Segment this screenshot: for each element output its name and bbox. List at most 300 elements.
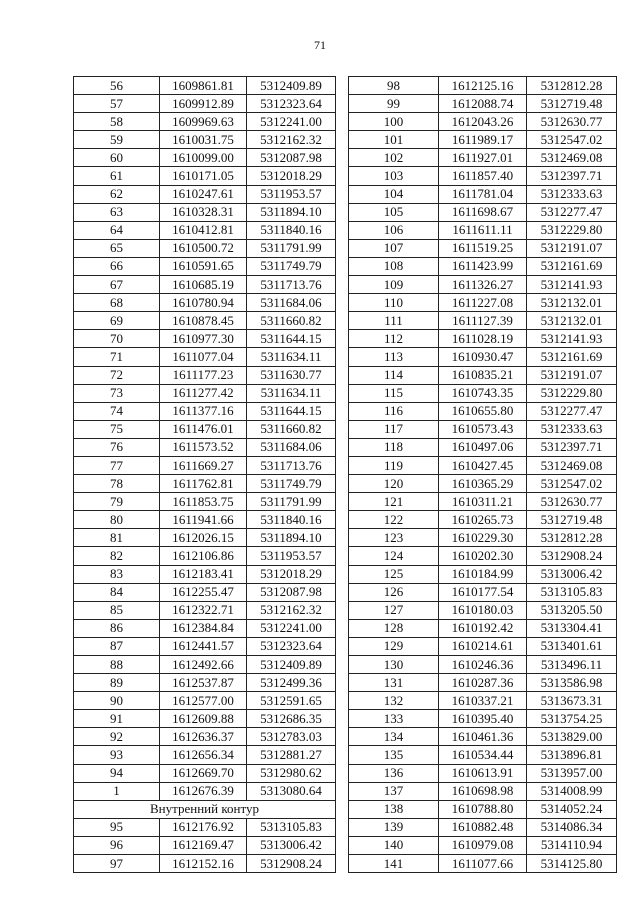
page-number: 71 [314,38,326,52]
x-coordinate-cell: 1612152.16 [160,855,247,873]
y-coordinate-cell: 5312547.02 [527,131,617,149]
point-number-cell: 100 [349,113,439,131]
point-number-cell: 130 [349,656,439,674]
y-coordinate-cell: 5314086.34 [527,818,617,836]
x-coordinate-cell: 1611227.08 [439,294,527,312]
table-row [349,113,617,131]
y-coordinate-cell: 5312162.32 [247,601,336,619]
table-row [74,529,336,547]
x-coordinate-cell: 1610591.65 [160,257,247,275]
table-row [349,77,617,95]
table-row [74,818,336,836]
y-coordinate-cell: 5311644.15 [247,402,336,420]
table-row [349,782,617,800]
x-coordinate-cell: 1610534.44 [439,746,527,764]
point-number-cell: 134 [349,728,439,746]
table-row [349,402,617,420]
x-coordinate-cell: 1611077.66 [439,855,527,873]
table-row [74,764,336,782]
y-coordinate-cell: 5312132.01 [527,294,617,312]
y-coordinate-cell: 5312241.00 [247,619,336,637]
point-number-cell: 92 [74,728,160,746]
point-number-cell: 64 [74,221,160,239]
x-coordinate-cell: 1611698.67 [439,203,527,221]
y-coordinate-cell: 5313105.83 [527,583,617,601]
x-coordinate-cell: 1610698.98 [439,782,527,800]
table-row [74,475,336,493]
point-number-cell: 105 [349,203,439,221]
point-number-cell: 88 [74,656,160,674]
table-row [349,656,617,674]
x-coordinate-cell: 1612636.37 [160,728,247,746]
y-coordinate-cell: 5311660.82 [247,420,336,438]
x-coordinate-cell: 1612441.57 [160,637,247,655]
x-coordinate-cell: 1612492.66 [160,656,247,674]
table-row [349,257,617,275]
y-coordinate-cell: 5312141.93 [527,276,617,294]
point-number-cell: 83 [74,565,160,583]
point-number-cell: 124 [349,547,439,565]
x-coordinate-cell: 1610500.72 [160,239,247,257]
y-coordinate-cell: 5312812.28 [527,529,617,547]
x-coordinate-cell: 1610780.94 [160,294,247,312]
point-number-cell: 57 [74,95,160,113]
x-coordinate-cell: 1611028.19 [439,330,527,348]
point-number-cell: 68 [74,294,160,312]
table-row [349,384,617,402]
y-coordinate-cell: 5312630.77 [527,493,617,511]
table-row [74,855,336,873]
point-number-cell: 66 [74,257,160,275]
table-row [349,583,617,601]
y-coordinate-cell: 5313673.31 [527,692,617,710]
table-row [349,149,617,167]
x-coordinate-cell: 1611853.75 [160,493,247,511]
y-coordinate-cell: 5313496.11 [527,656,617,674]
x-coordinate-cell: 1612656.34 [160,746,247,764]
table-row [349,131,617,149]
table-row [349,366,617,384]
table-row [74,782,336,800]
point-number-cell: 98 [349,77,439,95]
point-number-cell: 117 [349,420,439,438]
x-coordinate-cell: 1612183.41 [160,565,247,583]
x-coordinate-cell: 1610979.08 [439,836,527,854]
y-coordinate-cell: 5312277.47 [527,203,617,221]
section-label: Внутренний контур [74,800,336,818]
coordinates-table-right [348,76,617,873]
y-coordinate-cell: 5312087.98 [247,583,336,601]
y-coordinate-cell: 5312141.93 [527,330,617,348]
table-row [349,746,617,764]
point-number-cell: 80 [74,511,160,529]
y-coordinate-cell: 5312323.64 [247,95,336,113]
table-row [349,529,617,547]
y-coordinate-cell: 5311791.99 [247,493,336,511]
y-coordinate-cell: 5313401.61 [527,637,617,655]
y-coordinate-cell: 5312162.32 [247,131,336,149]
table-row [349,674,617,692]
table-row [74,312,336,330]
point-number-cell: 74 [74,402,160,420]
point-number-cell: 59 [74,131,160,149]
y-coordinate-cell: 5312547.02 [527,475,617,493]
y-coordinate-cell: 5312908.24 [527,547,617,565]
x-coordinate-cell: 1612577.00 [160,692,247,710]
point-number-cell: 79 [74,493,160,511]
y-coordinate-cell: 5313896.81 [527,746,617,764]
x-coordinate-cell: 1612088.74 [439,95,527,113]
table-row [349,475,617,493]
y-coordinate-cell: 5311894.10 [247,529,336,547]
table-row [74,674,336,692]
y-coordinate-cell: 5313080.64 [247,782,336,800]
y-coordinate-cell: 5311630.77 [247,366,336,384]
table-row [349,710,617,728]
table-row [74,637,336,655]
point-number-cell: 87 [74,637,160,655]
y-coordinate-cell: 5312783.03 [247,728,336,746]
x-coordinate-cell: 1610031.75 [160,131,247,149]
y-coordinate-cell: 5312881.27 [247,746,336,764]
table-row [349,619,617,637]
table-row [74,511,336,529]
x-coordinate-cell: 1612125.16 [439,77,527,95]
y-coordinate-cell: 5312323.64 [247,637,336,655]
point-number-cell: 81 [74,529,160,547]
x-coordinate-cell: 1612322.71 [160,601,247,619]
table-row [349,185,617,203]
x-coordinate-cell: 1610835.21 [439,366,527,384]
table-row [74,185,336,203]
table-row [74,565,336,583]
table-row [74,167,336,185]
point-number-cell: 90 [74,692,160,710]
x-coordinate-cell: 1610099.00 [160,149,247,167]
table-row [74,95,336,113]
y-coordinate-cell: 5314052.24 [527,800,617,818]
x-coordinate-cell: 1610878.45 [160,312,247,330]
y-coordinate-cell: 5312630.77 [527,113,617,131]
point-number-cell: 75 [74,420,160,438]
x-coordinate-cell: 1610655.80 [439,402,527,420]
x-coordinate-cell: 1611326.27 [439,276,527,294]
x-coordinate-cell: 1610184.99 [439,565,527,583]
x-coordinate-cell: 1611927.01 [439,149,527,167]
y-coordinate-cell: 5313754.25 [527,710,617,728]
y-coordinate-cell: 5312191.07 [527,366,617,384]
point-number-cell: 126 [349,583,439,601]
y-coordinate-cell: 5311894.10 [247,203,336,221]
x-coordinate-cell: 1611573.52 [160,438,247,456]
table-row [74,547,336,565]
point-number-cell: 111 [349,312,439,330]
x-coordinate-cell: 1610427.45 [439,456,527,474]
point-number-cell: 109 [349,276,439,294]
y-coordinate-cell: 5312241.00 [247,113,336,131]
x-coordinate-cell: 1611669.27 [160,456,247,474]
x-coordinate-cell: 1612176.92 [160,818,247,836]
x-coordinate-cell: 1610177.54 [439,583,527,601]
y-coordinate-cell: 5311953.57 [247,185,336,203]
point-number-cell: 128 [349,619,439,637]
x-coordinate-cell: 1612537.87 [160,674,247,692]
x-coordinate-cell: 1610573.43 [439,420,527,438]
y-coordinate-cell: 5311749.79 [247,257,336,275]
x-coordinate-cell: 1610192.42 [439,619,527,637]
point-number-cell: 67 [74,276,160,294]
point-number-cell: 131 [349,674,439,692]
x-coordinate-cell: 1610247.61 [160,185,247,203]
y-coordinate-cell: 5312686.35 [247,710,336,728]
point-number-cell: 133 [349,710,439,728]
point-number-cell: 69 [74,312,160,330]
y-coordinate-cell: 5312229.80 [527,221,617,239]
point-number-cell: 141 [349,855,439,873]
y-coordinate-cell: 5312908.24 [247,855,336,873]
table-row [74,438,336,456]
table-row [74,456,336,474]
y-coordinate-cell: 5312397.71 [527,438,617,456]
point-number-cell: 125 [349,565,439,583]
table-row [349,294,617,312]
section-header-row [74,800,336,818]
y-coordinate-cell: 5312229.80 [527,384,617,402]
y-coordinate-cell: 5311840.16 [247,511,336,529]
x-coordinate-cell: 1612169.47 [160,836,247,854]
y-coordinate-cell: 5313006.42 [527,565,617,583]
point-number-cell: 112 [349,330,439,348]
x-coordinate-cell: 1610246.36 [439,656,527,674]
y-coordinate-cell: 5313586.98 [527,674,617,692]
point-number-cell: 103 [349,167,439,185]
y-coordinate-cell: 5312191.07 [527,239,617,257]
x-coordinate-cell: 1609912.89 [160,95,247,113]
y-coordinate-cell: 5311713.76 [247,456,336,474]
point-number-cell: 139 [349,818,439,836]
x-coordinate-cell: 1610788.80 [439,800,527,818]
x-coordinate-cell: 1612384.84 [160,619,247,637]
x-coordinate-cell: 1610229.30 [439,529,527,547]
table-row [74,692,336,710]
x-coordinate-cell: 1609969.63 [160,113,247,131]
point-number-cell: 129 [349,637,439,655]
y-coordinate-cell: 5311791.99 [247,239,336,257]
y-coordinate-cell: 5312719.48 [527,95,617,113]
point-number-cell: 71 [74,348,160,366]
point-number-cell: 82 [74,547,160,565]
x-coordinate-cell: 1612106.86 [160,547,247,565]
x-coordinate-cell: 1610743.35 [439,384,527,402]
table-row [74,402,336,420]
table-row [349,203,617,221]
x-coordinate-cell: 1611781.04 [439,185,527,203]
table-row [74,203,336,221]
table-row [74,348,336,366]
table-row [74,384,336,402]
y-coordinate-cell: 5311684.06 [247,294,336,312]
y-coordinate-cell: 5311840.16 [247,221,336,239]
x-coordinate-cell: 1611077.04 [160,348,247,366]
y-coordinate-cell: 5313105.83 [247,818,336,836]
point-number-cell: 85 [74,601,160,619]
table-row [74,836,336,854]
y-coordinate-cell: 5314110.94 [527,836,617,854]
point-number-cell: 77 [74,456,160,474]
y-coordinate-cell: 5311713.76 [247,276,336,294]
coordinates-table-left [73,76,336,873]
table-row [349,565,617,583]
x-coordinate-cell: 1610461.36 [439,728,527,746]
table-row [74,583,336,601]
point-number-cell: 115 [349,384,439,402]
x-coordinate-cell: 1610287.36 [439,674,527,692]
x-coordinate-cell: 1609861.81 [160,77,247,95]
y-coordinate-cell: 5313205.50 [527,601,617,619]
table-row [74,619,336,637]
table-row [74,420,336,438]
x-coordinate-cell: 1610977.30 [160,330,247,348]
table-row [349,547,617,565]
table-row [74,601,336,619]
x-coordinate-cell: 1611476.01 [160,420,247,438]
table-row [349,511,617,529]
x-coordinate-cell: 1611941.66 [160,511,247,529]
y-coordinate-cell: 5311749.79 [247,475,336,493]
x-coordinate-cell: 1611762.81 [160,475,247,493]
y-coordinate-cell: 5312591.65 [247,692,336,710]
table-row [74,276,336,294]
table-row [74,728,336,746]
point-number-cell: 123 [349,529,439,547]
point-number-cell: 72 [74,366,160,384]
table-row [74,77,336,95]
x-coordinate-cell: 1610395.40 [439,710,527,728]
y-coordinate-cell: 5313957.00 [527,764,617,782]
point-number-cell: 108 [349,257,439,275]
x-coordinate-cell: 1611611.11 [439,221,527,239]
x-coordinate-cell: 1610882.48 [439,818,527,836]
y-coordinate-cell: 5312469.08 [527,456,617,474]
y-coordinate-cell: 5312397.71 [527,167,617,185]
point-number-cell: 132 [349,692,439,710]
y-coordinate-cell: 5312409.89 [247,77,336,95]
point-number-cell: 104 [349,185,439,203]
point-number-cell: 113 [349,348,439,366]
y-coordinate-cell: 5312087.98 [247,149,336,167]
y-coordinate-cell: 5312132.01 [527,312,617,330]
table-row [349,836,617,854]
y-coordinate-cell: 5312499.36 [247,674,336,692]
x-coordinate-cell: 1612669.70 [160,764,247,782]
point-number-cell: 119 [349,456,439,474]
y-coordinate-cell: 5312277.47 [527,402,617,420]
table-row [349,855,617,873]
table-row [349,728,617,746]
table-row [74,710,336,728]
y-coordinate-cell: 5312719.48 [527,511,617,529]
table-row [349,239,617,257]
x-coordinate-cell: 1610171.05 [160,167,247,185]
y-coordinate-cell: 5312812.28 [527,77,617,95]
point-number-cell: 101 [349,131,439,149]
table-row [349,493,617,511]
x-coordinate-cell: 1610265.73 [439,511,527,529]
y-coordinate-cell: 5312333.63 [527,420,617,438]
x-coordinate-cell: 1610930.47 [439,348,527,366]
table-row [74,239,336,257]
table-row [74,366,336,384]
table-row [349,167,617,185]
point-number-cell: 122 [349,511,439,529]
y-coordinate-cell: 5311684.06 [247,438,336,456]
y-coordinate-cell: 5312018.29 [247,565,336,583]
y-coordinate-cell: 5311644.15 [247,330,336,348]
point-number-cell: 76 [74,438,160,456]
table-row [349,601,617,619]
point-number-cell: 96 [74,836,160,854]
x-coordinate-cell: 1612255.47 [160,583,247,601]
x-coordinate-cell: 1611989.17 [439,131,527,149]
y-coordinate-cell: 5314125.80 [527,855,617,873]
x-coordinate-cell: 1610311.21 [439,493,527,511]
y-coordinate-cell: 5311634.11 [247,348,336,366]
x-coordinate-cell: 1610328.31 [160,203,247,221]
x-coordinate-cell: 1611177.23 [160,366,247,384]
y-coordinate-cell: 5313304.41 [527,619,617,637]
point-number-cell: 118 [349,438,439,456]
point-number-cell: 140 [349,836,439,854]
point-number-cell: 107 [349,239,439,257]
point-number-cell: 106 [349,221,439,239]
table-row [74,221,336,239]
table-row [74,294,336,312]
x-coordinate-cell: 1610180.03 [439,601,527,619]
x-coordinate-cell: 1612609.88 [160,710,247,728]
y-coordinate-cell: 5312333.63 [527,185,617,203]
x-coordinate-cell: 1611519.25 [439,239,527,257]
x-coordinate-cell: 1610613.91 [439,764,527,782]
point-number-cell: 1 [74,782,160,800]
point-number-cell: 138 [349,800,439,818]
table-row [349,438,617,456]
point-number-cell: 120 [349,475,439,493]
table-row [349,95,617,113]
y-coordinate-cell: 5312161.69 [527,348,617,366]
table-row [74,257,336,275]
table-row [74,113,336,131]
table-row [349,330,617,348]
point-number-cell: 84 [74,583,160,601]
point-number-cell: 116 [349,402,439,420]
point-number-cell: 114 [349,366,439,384]
x-coordinate-cell: 1611277.42 [160,384,247,402]
table-row [349,818,617,836]
point-number-cell: 137 [349,782,439,800]
point-number-cell: 121 [349,493,439,511]
table-row [349,312,617,330]
y-coordinate-cell: 5313829.00 [527,728,617,746]
point-number-cell: 65 [74,239,160,257]
x-coordinate-cell: 1610365.29 [439,475,527,493]
x-coordinate-cell: 1610337.21 [439,692,527,710]
point-number-cell: 60 [74,149,160,167]
table-row [349,692,617,710]
y-coordinate-cell: 5313006.42 [247,836,336,854]
y-coordinate-cell: 5314008.99 [527,782,617,800]
table-row [74,131,336,149]
x-coordinate-cell: 1610214.61 [439,637,527,655]
